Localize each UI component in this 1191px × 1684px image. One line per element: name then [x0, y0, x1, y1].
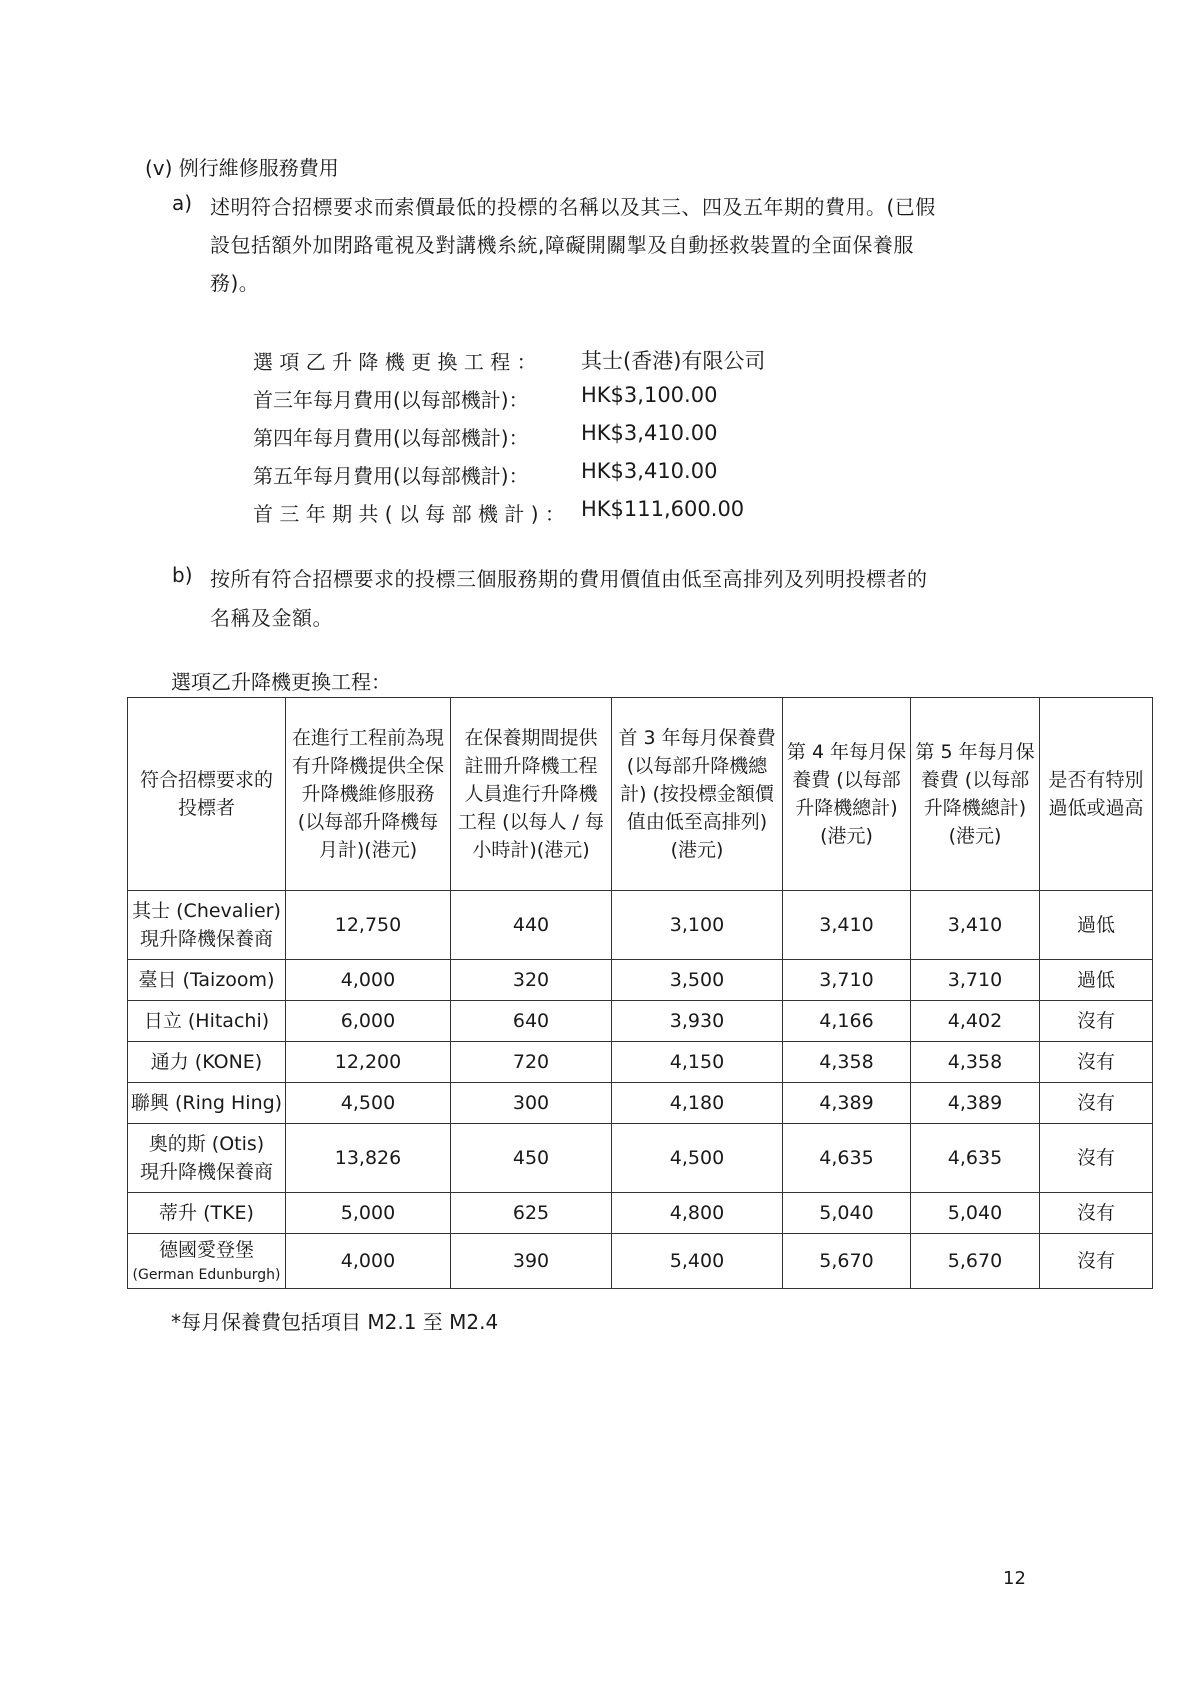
para-b-line-2: 名稱及金額。: [210, 606, 333, 630]
table-row: [128, 1042, 1153, 1083]
pre-works-maintenance-cell: 12,750: [286, 891, 451, 960]
para-a-line-2: 設包括額外加閉路電視及對講機糸統,障礙開關掣及自動拯救裝置的全面保養服: [210, 233, 914, 257]
header-engineer-rate: 在保養期間提供 註冊升降機工程 人員進行升降機 工程 (以每人 / 每 小時計)(港元): [451, 698, 612, 891]
bidder-name-cell: [128, 960, 286, 1001]
table-row: [128, 960, 1153, 1001]
summary-label-fifth-year: 第五年每月費用(以每部機計)：: [253, 464, 529, 488]
fifth-year-fee-cell: 4,635: [911, 1124, 1040, 1193]
para-b-line-1: 按所有符合招標要求的投標三個服務期的費用價值由低至高排列及列明投標者的: [210, 567, 928, 591]
table-row: [128, 1001, 1153, 1042]
first-three-years-fee-cell: 4,500: [612, 1124, 783, 1193]
table-row: [128, 891, 1153, 960]
table-row: [128, 1083, 1153, 1124]
first-three-years-fee-cell: 3,500: [612, 960, 783, 1001]
engineer-rate-cell: 440: [451, 891, 612, 960]
header-pre-works-maintenance: 在進行工程前為現 有升降機提供全保 升降機維修服務 (以每部升降機每 月計)(港元): [286, 698, 451, 891]
bidder-name: 奧的斯 (Otis): [148, 1133, 265, 1155]
engineer-rate-cell: 320: [451, 960, 612, 1001]
section-heading: (v) 例行維修服務費用: [145, 156, 339, 180]
table-row: [128, 1234, 1153, 1289]
pre-works-maintenance-cell: 6,000: [286, 1001, 451, 1042]
engineer-rate-cell: 390: [451, 1234, 612, 1289]
fourth-year-fee-cell: 3,410: [783, 891, 911, 960]
bidder-name-cell: [128, 1001, 286, 1042]
table-row: [128, 1193, 1153, 1234]
fifth-year-fee-cell: 5,670: [911, 1234, 1040, 1289]
engineer-rate-cell: 640: [451, 1001, 612, 1042]
engineer-rate-cell: 300: [451, 1083, 612, 1124]
bidder-name-cell: [128, 1234, 286, 1289]
abnormal-price-cell: 過低: [1040, 891, 1153, 960]
fourth-year-fee-cell: 5,040: [783, 1193, 911, 1234]
para-a-line-3: 務)。: [210, 271, 260, 295]
pre-works-maintenance-cell: 5,000: [286, 1193, 451, 1234]
fourth-year-fee-cell: 5,670: [783, 1234, 911, 1289]
first-three-years-fee-cell: 4,150: [612, 1042, 783, 1083]
fifth-year-fee-cell: 4,389: [911, 1083, 1040, 1124]
bidder-name-cell: [128, 1042, 286, 1083]
summary-value-three-year-total: HK$111,600.00: [581, 497, 745, 521]
bidder-name-cell: [128, 1083, 286, 1124]
header-bidder: 符合招標要求的 投標者: [128, 698, 286, 891]
abnormal-price-cell: 沒有: [1040, 1001, 1153, 1042]
fifth-year-fee-cell: 5,040: [911, 1193, 1040, 1234]
bidder-name: 臺日 (Taizoom): [138, 969, 275, 991]
fourth-year-fee-cell: 3,710: [783, 960, 911, 1001]
summary-label-three-year-total: 首 三 年 期 共 ( 以 每 部 機 計 ) ：: [253, 502, 565, 526]
summary-label-contractor: 選 項 乙 升 降 機 更 換 工 程 ：: [253, 350, 537, 374]
footnote: *每月保養費包括項目 M2.1 至 M2.4: [171, 1310, 499, 1334]
summary-label-fourth-year: 第四年每月費用(以每部機計)：: [253, 426, 529, 450]
bidder-name: 其士 (Chevalier): [132, 900, 281, 922]
header-fourth-year-fee: 第 4 年每月保 養費 (以每部 升降機總計) (港元): [783, 698, 911, 891]
summary-label-first-three-years: 首三年每月費用(以每部機計)：: [253, 388, 529, 412]
summary-value-first-three-years: HK$3,100.00: [581, 383, 718, 407]
fifth-year-fee-cell: 3,410: [911, 891, 1040, 960]
abnormal-price-cell: 沒有: [1040, 1193, 1153, 1234]
table-body: [128, 891, 1153, 1289]
abnormal-price-cell: 沒有: [1040, 1042, 1153, 1083]
summary-value-fifth-year: HK$3,410.00: [581, 459, 718, 483]
bids-table: [127, 697, 1153, 1289]
abnormal-price-cell: 沒有: [1040, 1083, 1153, 1124]
fourth-year-fee-cell: 4,166: [783, 1001, 911, 1042]
abnormal-price-cell: 沒有: [1040, 1234, 1153, 1289]
table-header-row: [128, 698, 1153, 891]
first-three-years-fee-cell: 5,400: [612, 1234, 783, 1289]
pre-works-maintenance-cell: 4,500: [286, 1083, 451, 1124]
first-three-years-fee-cell: 3,100: [612, 891, 783, 960]
bidder-name: 德國愛登堡: [158, 1239, 254, 1261]
engineer-rate-cell: 450: [451, 1124, 612, 1193]
first-three-years-fee-cell: 4,180: [612, 1083, 783, 1124]
engineer-rate-cell: 625: [451, 1193, 612, 1234]
abnormal-price-cell: 過低: [1040, 960, 1153, 1001]
para-b-marker: b): [172, 563, 193, 587]
bidder-note: 現升降機保養商: [139, 928, 273, 950]
bidder-note: 現升降機保養商: [139, 1161, 273, 1183]
fourth-year-fee-cell: 4,389: [783, 1083, 911, 1124]
bidder-name-cell: [128, 891, 286, 960]
abnormal-price-cell: 沒有: [1040, 1124, 1153, 1193]
para-a-line-1: 述明符合招標要求而索價最低的投標的名稱以及其三、四及五年期的費用。(已假: [210, 195, 936, 219]
fifth-year-fee-cell: 4,402: [911, 1001, 1040, 1042]
first-three-years-fee-cell: 4,800: [612, 1193, 783, 1234]
bidder-note: (German Edunburgh): [132, 1267, 281, 1283]
table-caption: 選項乙升降機更換工程：: [171, 670, 391, 694]
bidder-name: 日立 (Hitachi): [143, 1010, 270, 1032]
pre-works-maintenance-cell: 12,200: [286, 1042, 451, 1083]
pre-works-maintenance-cell: 13,826: [286, 1124, 451, 1193]
bidder-name: 聯興 (Ring Hing): [130, 1092, 283, 1114]
bidder-name-cell: [128, 1124, 286, 1193]
pre-works-maintenance-cell: 4,000: [286, 1234, 451, 1289]
para-a-marker: a): [172, 191, 193, 215]
fourth-year-fee-cell: 4,635: [783, 1124, 911, 1193]
first-three-years-fee-cell: 3,930: [612, 1001, 783, 1042]
fourth-year-fee-cell: 4,358: [783, 1042, 911, 1083]
bidder-name: 通力 (KONE): [150, 1051, 263, 1073]
summary-value-contractor: 其士(香港)有限公司: [581, 349, 766, 373]
fifth-year-fee-cell: 4,358: [911, 1042, 1040, 1083]
header-abnormal-price: 是否有特別 過低或過高: [1040, 698, 1153, 891]
header-first-three-years-fee: 首 3 年每月保養費 (以每部升降機總 計) (按投標金額價 值由低至高排列) (港元): [612, 698, 783, 891]
table-row: [128, 1124, 1153, 1193]
fifth-year-fee-cell: 3,710: [911, 960, 1040, 1001]
bidder-name: 蒂升 (TKE): [159, 1202, 254, 1224]
bidder-name-cell: [128, 1193, 286, 1234]
summary-value-fourth-year: HK$3,410.00: [581, 421, 718, 445]
engineer-rate-cell: 720: [451, 1042, 612, 1083]
page-number: 12: [1003, 1568, 1026, 1589]
header-fifth-year-fee: 第 5 年每月保 養費 (以每部 升降機總計) (港元): [911, 698, 1040, 891]
pre-works-maintenance-cell: 4,000: [286, 960, 451, 1001]
